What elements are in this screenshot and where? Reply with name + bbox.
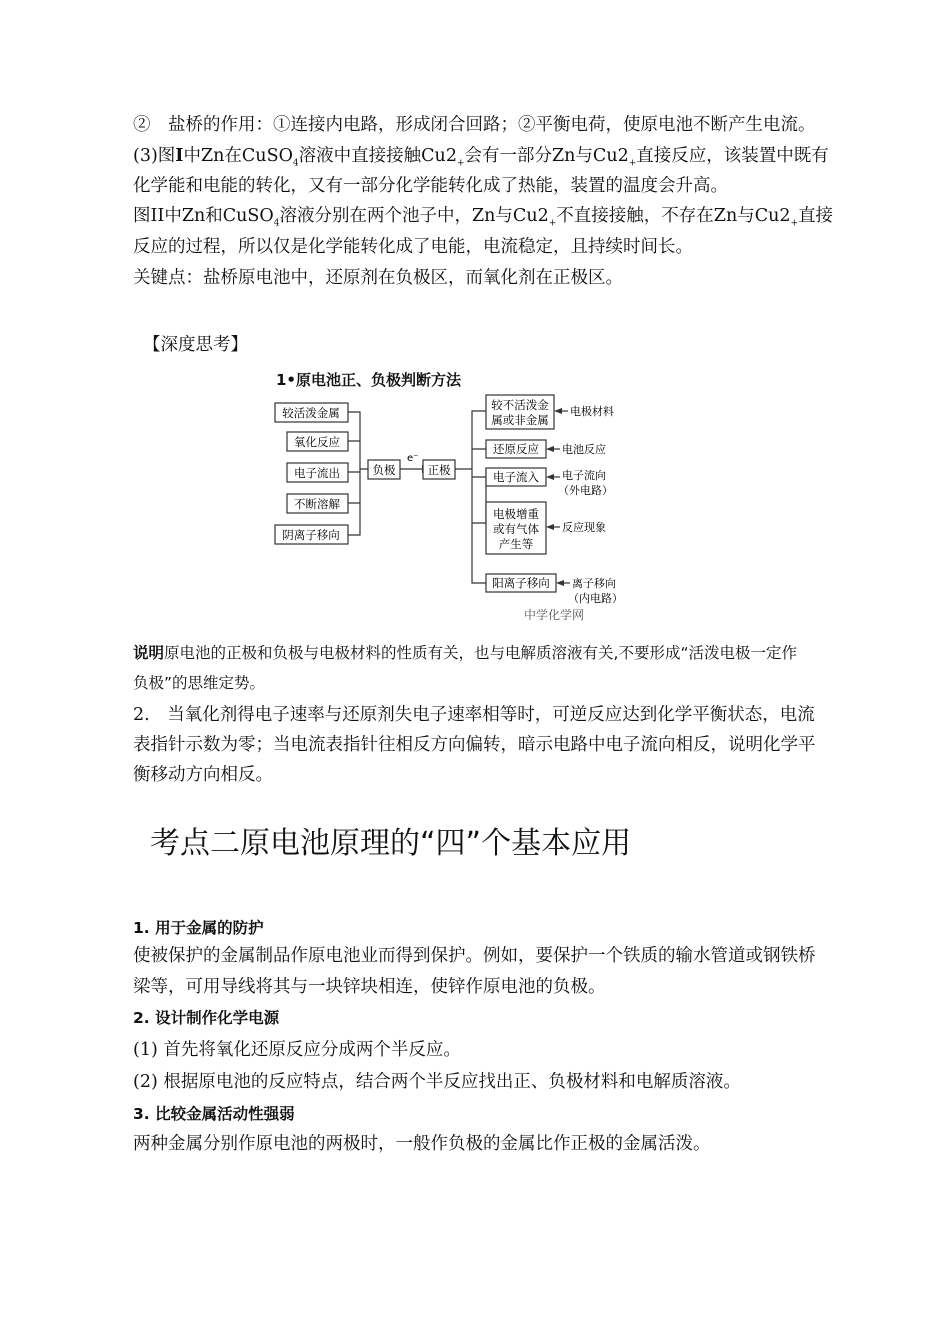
note-line1 [133, 641, 797, 665]
left-box-4 [287, 494, 348, 513]
svg-text:阳离子移向: 阳离子移向 [492, 576, 550, 590]
right-bracket [455, 411, 486, 583]
svg-text:电池反应: 电池反应 [562, 443, 606, 456]
text-run: 中Zn在CuSO [183, 146, 293, 166]
svg-text:氧化反应: 氧化反应 [294, 435, 340, 449]
sec-heading-3: 3. 比较金属活动性强弱 [133, 1105, 295, 1123]
text-run: 会有一部分Zn与Cu2 [464, 146, 629, 166]
watermark: 中学化学网 [524, 608, 585, 622]
note-text: 原电池的正极和负极与电极材料的性质有关，也与电解质溶液有关,不要形成“活泼电极一定作 [164, 644, 797, 662]
label-reaction-phenomenon [546, 520, 606, 534]
text-run: 直接反应，该装置中既有 [636, 146, 829, 166]
label-electrode-material [554, 404, 614, 418]
text-run: 溶液分别在两个池子中，Zn与Cu2 [279, 206, 549, 226]
text-run: 溶液中直接接触Cu2 [298, 146, 457, 166]
svg-text:属或非金属: 属或非金属 [491, 413, 549, 427]
fig2-line1 [133, 204, 833, 236]
point3-line1 [133, 144, 829, 176]
svg-text:正极: 正极 [427, 463, 451, 477]
right-box-3 [486, 468, 546, 486]
svg-text:离子移向: 离子移向 [572, 577, 616, 590]
right-box-5 [486, 574, 556, 592]
svg-text:电子流向: 电子流向 [562, 469, 606, 482]
item2-line3: 衡移动方向相反。 [133, 765, 273, 785]
svg-text:电极增重: 电极增重 [493, 507, 539, 521]
svg-text:还原反应: 还原反应 [493, 442, 539, 456]
svg-text:电子流入: 电子流入 [493, 470, 539, 484]
sec-heading-2: 2. 设计制作化学电源 [133, 1009, 280, 1027]
right-box-2 [486, 440, 546, 458]
sec-para-1b: 梁等，可用导线将其与一块锌块相连，使锌作原电池的负极。 [133, 977, 606, 997]
text-run: I [175, 146, 184, 166]
svg-text:产生等: 产生等 [498, 537, 534, 551]
label-ion-migration [556, 576, 623, 605]
svg-text:电子流出: 电子流出 [294, 466, 340, 480]
right-box-4 [486, 502, 546, 554]
sec-sub-1: (1) 首先将氧化还原反应分成两个半反应。 [133, 1040, 461, 1060]
deep-think-label: 【深度思考】 [143, 335, 248, 355]
salt-bridge-line: ② 盐桥的作用：①连接内电路，形成闭合回路；②平衡电荷，使原电池不断产生电流。 [133, 115, 816, 135]
electrode-judgment-diagram [268, 365, 640, 625]
sec-heading-1: 1. 用于金属的防护 [133, 919, 264, 937]
label-cell-reaction [546, 442, 606, 456]
text-run: (3)图 [133, 146, 176, 166]
svg-text:阴离子移向: 阴离子移向 [282, 528, 340, 542]
subscript: 4 [292, 158, 299, 169]
svg-text:（外电路）: （外电路） [558, 484, 613, 497]
negative-electrode-box [368, 460, 400, 479]
text-run: 图II中Zn和CuSO [133, 206, 274, 226]
svg-text:负极: 负极 [372, 463, 396, 477]
diagram-title: 1•原电池正、负极判断方法 [276, 371, 462, 389]
subscript: + [790, 218, 799, 229]
left-box-1 [275, 403, 348, 422]
svg-text:较活泼金属: 较活泼金属 [282, 406, 340, 420]
subscript: 4 [273, 218, 280, 229]
note-label: 说明 [133, 644, 165, 662]
svg-text:电极材料: 电极材料 [570, 405, 614, 418]
sec-para-1a: 使被保护的金属制品作原电池业而得到保护。例如，要保护一个铁质的输水管道或钢铁桥 [133, 946, 816, 966]
sec-sub-2: (2) 根据原电池的反应特点，结合两个半反应找出正、负极材料和电解质溶液。 [133, 1072, 741, 1092]
text-run: 不直接接触，不存在Zn与Cu2 [556, 206, 791, 226]
point3-line2: 化学能和电能的转化，又有一部分化学能转化成了热能，装置的温度会升高。 [133, 176, 728, 196]
right-box-1 [486, 395, 554, 429]
item2-line1: 2. 当氧化剂得电子速率与还原剂失电子速率相等时，可逆反应达到化学平衡状态，电流 [133, 705, 815, 725]
key-point-line: 关键点：盐桥原电池中，还原剂在负极区，而氧化剂在正极区。 [133, 268, 623, 288]
electron-label: e⁻ [407, 453, 419, 464]
svg-text:反应现象: 反应现象 [562, 521, 606, 534]
subscript: + [456, 158, 465, 169]
subscript: + [548, 218, 557, 229]
note-line2: 负极”的思维定势。 [133, 674, 266, 692]
subscript: + [628, 158, 637, 169]
left-box-5 [275, 525, 348, 544]
item2-line2: 表指针示数为零；当电流表指针往相反方向偏转，暗示电路中电子流向相反，说明化学平 [133, 735, 816, 755]
left-box-2 [287, 432, 348, 451]
svg-text:或有气体: 或有气体 [493, 522, 539, 536]
left-box-3 [287, 463, 348, 482]
fig2-line2: 反应的过程，所以仅是化学能转化成了电能，电流稳定，且持续时间长。 [133, 237, 693, 257]
svg-text:不断溶解: 不断溶解 [294, 497, 340, 511]
text-run: 直接 [798, 206, 834, 226]
positive-electrode-box [423, 460, 455, 479]
section-heading: 考点二原电池原理的“四”个基本应用 [150, 826, 632, 861]
svg-text:较不活泼金: 较不活泼金 [491, 398, 549, 412]
sec-para-3: 两种金属分别作原电池的两极时，一般作负极的金属比作正极的金属活泼。 [133, 1134, 711, 1154]
left-bracket [348, 412, 368, 535]
svg-text:（内电路）: （内电路） [568, 592, 623, 605]
label-electron-flow [546, 468, 613, 497]
